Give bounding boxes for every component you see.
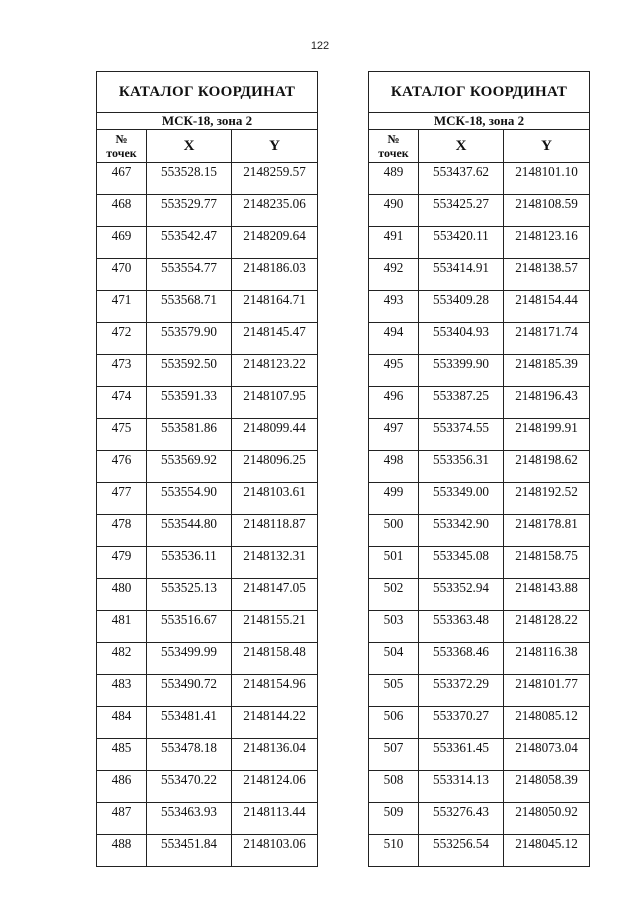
table-row	[369, 163, 590, 195]
cell-point-number: 495	[369, 355, 419, 387]
cell-x-coordinate: 553554.77	[147, 259, 232, 291]
cell-y-coordinate: 2148138.57	[504, 259, 590, 291]
column-header-y: Y	[504, 130, 590, 163]
table-row	[369, 451, 590, 483]
cell-point-number: 501	[369, 547, 419, 579]
cell-point-number: 500	[369, 515, 419, 547]
cell-y-coordinate: 2148123.22	[232, 355, 318, 387]
table-row	[97, 195, 318, 227]
cell-y-coordinate: 2148118.87	[232, 515, 318, 547]
column-header-points-word: точек	[378, 146, 409, 160]
cell-point-number: 497	[369, 419, 419, 451]
cell-y-coordinate: 2148128.22	[504, 611, 590, 643]
table-row	[97, 163, 318, 195]
cell-x-coordinate: 553554.90	[147, 483, 232, 515]
table-row	[369, 419, 590, 451]
cell-x-coordinate: 553342.90	[419, 515, 504, 547]
cell-y-coordinate: 2148178.81	[504, 515, 590, 547]
cell-x-coordinate: 553370.27	[419, 707, 504, 739]
cell-point-number: 484	[97, 707, 147, 739]
column-header-number-sign: №	[387, 132, 400, 146]
table-row	[97, 291, 318, 323]
cell-x-coordinate: 553361.45	[419, 739, 504, 771]
cell-x-coordinate: 553372.29	[419, 675, 504, 707]
table-row	[97, 579, 318, 611]
cell-x-coordinate: 553437.62	[419, 163, 504, 195]
cell-point-number: 467	[97, 163, 147, 195]
column-header-number-sign: №	[115, 132, 128, 146]
table-row	[369, 835, 590, 867]
column-header-point-number	[369, 130, 419, 163]
table-row	[369, 675, 590, 707]
cell-y-coordinate: 2148155.21	[232, 611, 318, 643]
cell-y-coordinate: 2148147.05	[232, 579, 318, 611]
cell-x-coordinate: 553374.55	[419, 419, 504, 451]
cell-x-coordinate: 553528.15	[147, 163, 232, 195]
cell-x-coordinate: 553478.18	[147, 739, 232, 771]
cell-x-coordinate: 553463.93	[147, 803, 232, 835]
cell-point-number: 474	[97, 387, 147, 419]
cell-point-number: 508	[369, 771, 419, 803]
table-row	[97, 643, 318, 675]
cell-y-coordinate: 2148103.61	[232, 483, 318, 515]
cell-point-number: 510	[369, 835, 419, 867]
table-row	[369, 707, 590, 739]
cell-point-number: 506	[369, 707, 419, 739]
cell-x-coordinate: 553399.90	[419, 355, 504, 387]
page-number: 122	[310, 40, 330, 52]
cell-x-coordinate: 553569.92	[147, 451, 232, 483]
cell-x-coordinate: 553451.84	[147, 835, 232, 867]
cell-x-coordinate: 553470.22	[147, 771, 232, 803]
cell-y-coordinate: 2148196.43	[504, 387, 590, 419]
cell-point-number: 491	[369, 227, 419, 259]
table-row	[97, 547, 318, 579]
cell-point-number: 507	[369, 739, 419, 771]
coordinate-catalog-table-right	[368, 71, 590, 867]
cell-y-coordinate: 2148099.44	[232, 419, 318, 451]
table-row	[369, 387, 590, 419]
cell-point-number: 478	[97, 515, 147, 547]
cell-x-coordinate: 553409.28	[419, 291, 504, 323]
table-row	[97, 803, 318, 835]
cell-x-coordinate: 553363.48	[419, 611, 504, 643]
cell-x-coordinate: 553356.31	[419, 451, 504, 483]
cell-x-coordinate: 553579.90	[147, 323, 232, 355]
table-row	[97, 419, 318, 451]
cell-point-number: 488	[97, 835, 147, 867]
table-row	[97, 515, 318, 547]
cell-point-number: 493	[369, 291, 419, 323]
cell-y-coordinate: 2148101.77	[504, 675, 590, 707]
cell-y-coordinate: 2148144.22	[232, 707, 318, 739]
cell-y-coordinate: 2148132.31	[232, 547, 318, 579]
cell-x-coordinate: 553425.27	[419, 195, 504, 227]
coordinate-catalog-table-left	[96, 71, 318, 867]
cell-x-coordinate: 553525.13	[147, 579, 232, 611]
cell-y-coordinate: 2148123.16	[504, 227, 590, 259]
cell-x-coordinate: 553404.93	[419, 323, 504, 355]
cell-y-coordinate: 2148192.52	[504, 483, 590, 515]
cell-y-coordinate: 2148050.92	[504, 803, 590, 835]
cell-point-number: 509	[369, 803, 419, 835]
cell-x-coordinate: 553276.43	[419, 803, 504, 835]
cell-point-number: 486	[97, 771, 147, 803]
table-row	[97, 451, 318, 483]
table-row	[369, 483, 590, 515]
column-header-point-number	[97, 130, 147, 163]
table-row	[369, 259, 590, 291]
table-row	[97, 355, 318, 387]
table-row	[97, 483, 318, 515]
cell-y-coordinate: 2148259.57	[232, 163, 318, 195]
cell-y-coordinate: 2148096.25	[232, 451, 318, 483]
cell-point-number: 481	[97, 611, 147, 643]
cell-y-coordinate: 2148199.91	[504, 419, 590, 451]
table-row	[369, 291, 590, 323]
cell-point-number: 492	[369, 259, 419, 291]
cell-y-coordinate: 2148113.44	[232, 803, 318, 835]
cell-point-number: 482	[97, 643, 147, 675]
cell-point-number: 496	[369, 387, 419, 419]
cell-x-coordinate: 553387.25	[419, 387, 504, 419]
cell-y-coordinate: 2148164.71	[232, 291, 318, 323]
column-header-points-word: точек	[106, 146, 137, 160]
table-title: КАТАЛОГ КООРДИНАТ	[97, 72, 318, 113]
table-row	[369, 643, 590, 675]
cell-point-number: 476	[97, 451, 147, 483]
table-row	[369, 803, 590, 835]
table-row	[369, 195, 590, 227]
table-row	[97, 835, 318, 867]
cell-x-coordinate: 553499.99	[147, 643, 232, 675]
cell-y-coordinate: 2148073.04	[504, 739, 590, 771]
cell-x-coordinate: 553345.08	[419, 547, 504, 579]
cell-x-coordinate: 553581.86	[147, 419, 232, 451]
table-row	[97, 259, 318, 291]
cell-y-coordinate: 2148185.39	[504, 355, 590, 387]
cell-y-coordinate: 2148154.96	[232, 675, 318, 707]
cell-point-number: 487	[97, 803, 147, 835]
cell-point-number: 483	[97, 675, 147, 707]
column-header-y: Y	[232, 130, 318, 163]
table-row	[369, 611, 590, 643]
table-row	[369, 515, 590, 547]
cell-point-number: 502	[369, 579, 419, 611]
cell-x-coordinate: 553414.91	[419, 259, 504, 291]
cell-y-coordinate: 2148186.03	[232, 259, 318, 291]
cell-point-number: 472	[97, 323, 147, 355]
cell-point-number: 469	[97, 227, 147, 259]
cell-y-coordinate: 2148145.47	[232, 323, 318, 355]
cell-y-coordinate: 2148124.06	[232, 771, 318, 803]
table-row	[369, 771, 590, 803]
column-header-x: X	[419, 130, 504, 163]
table-row	[97, 675, 318, 707]
cell-x-coordinate: 553544.80	[147, 515, 232, 547]
cell-point-number: 475	[97, 419, 147, 451]
table-title: КАТАЛОГ КООРДИНАТ	[369, 72, 590, 113]
cell-x-coordinate: 553256.54	[419, 835, 504, 867]
cell-y-coordinate: 2148103.06	[232, 835, 318, 867]
table-body	[97, 163, 318, 867]
cell-y-coordinate: 2148108.59	[504, 195, 590, 227]
cell-point-number: 468	[97, 195, 147, 227]
cell-y-coordinate: 2148116.38	[504, 643, 590, 675]
cell-y-coordinate: 2148158.75	[504, 547, 590, 579]
cell-point-number: 489	[369, 163, 419, 195]
cell-y-coordinate: 2148209.64	[232, 227, 318, 259]
cell-point-number: 471	[97, 291, 147, 323]
cell-point-number: 503	[369, 611, 419, 643]
cell-point-number: 499	[369, 483, 419, 515]
table-row	[369, 739, 590, 771]
table-row	[97, 323, 318, 355]
cell-y-coordinate: 2148085.12	[504, 707, 590, 739]
cell-x-coordinate: 553568.71	[147, 291, 232, 323]
table-row	[369, 227, 590, 259]
cell-y-coordinate: 2148058.39	[504, 771, 590, 803]
cell-point-number: 494	[369, 323, 419, 355]
cell-x-coordinate: 553529.77	[147, 195, 232, 227]
cell-y-coordinate: 2148198.62	[504, 451, 590, 483]
cell-x-coordinate: 553420.11	[419, 227, 504, 259]
cell-y-coordinate: 2148235.06	[232, 195, 318, 227]
cell-point-number: 498	[369, 451, 419, 483]
cell-x-coordinate: 553490.72	[147, 675, 232, 707]
cell-y-coordinate: 2148107.95	[232, 387, 318, 419]
cell-x-coordinate: 553536.11	[147, 547, 232, 579]
cell-y-coordinate: 2148045.12	[504, 835, 590, 867]
cell-x-coordinate: 553542.47	[147, 227, 232, 259]
cell-y-coordinate: 2148158.48	[232, 643, 318, 675]
table-subtitle: МСК-18, зона 2	[97, 113, 318, 130]
table-row	[97, 739, 318, 771]
cell-x-coordinate: 553352.94	[419, 579, 504, 611]
cell-x-coordinate: 553481.41	[147, 707, 232, 739]
table-subtitle: МСК-18, зона 2	[369, 113, 590, 130]
cell-x-coordinate: 553592.50	[147, 355, 232, 387]
table-row	[97, 707, 318, 739]
table-body	[369, 163, 590, 867]
cell-y-coordinate: 2148136.04	[232, 739, 318, 771]
cell-point-number: 504	[369, 643, 419, 675]
table-row	[97, 227, 318, 259]
cell-point-number: 473	[97, 355, 147, 387]
cell-point-number: 470	[97, 259, 147, 291]
column-header-x: X	[147, 130, 232, 163]
table-row	[369, 547, 590, 579]
table-row	[97, 611, 318, 643]
cell-x-coordinate: 553368.46	[419, 643, 504, 675]
cell-y-coordinate: 2148101.10	[504, 163, 590, 195]
table-row	[97, 771, 318, 803]
cell-y-coordinate: 2148171.74	[504, 323, 590, 355]
cell-y-coordinate: 2148143.88	[504, 579, 590, 611]
cell-x-coordinate: 553516.67	[147, 611, 232, 643]
cell-x-coordinate: 553591.33	[147, 387, 232, 419]
cell-point-number: 485	[97, 739, 147, 771]
table-row	[369, 579, 590, 611]
cell-x-coordinate: 553314.13	[419, 771, 504, 803]
cell-point-number: 479	[97, 547, 147, 579]
cell-point-number: 490	[369, 195, 419, 227]
cell-point-number: 505	[369, 675, 419, 707]
table-row	[369, 323, 590, 355]
cell-point-number: 480	[97, 579, 147, 611]
table-row	[97, 387, 318, 419]
cell-y-coordinate: 2148154.44	[504, 291, 590, 323]
cell-x-coordinate: 553349.00	[419, 483, 504, 515]
cell-point-number: 477	[97, 483, 147, 515]
table-row	[369, 355, 590, 387]
